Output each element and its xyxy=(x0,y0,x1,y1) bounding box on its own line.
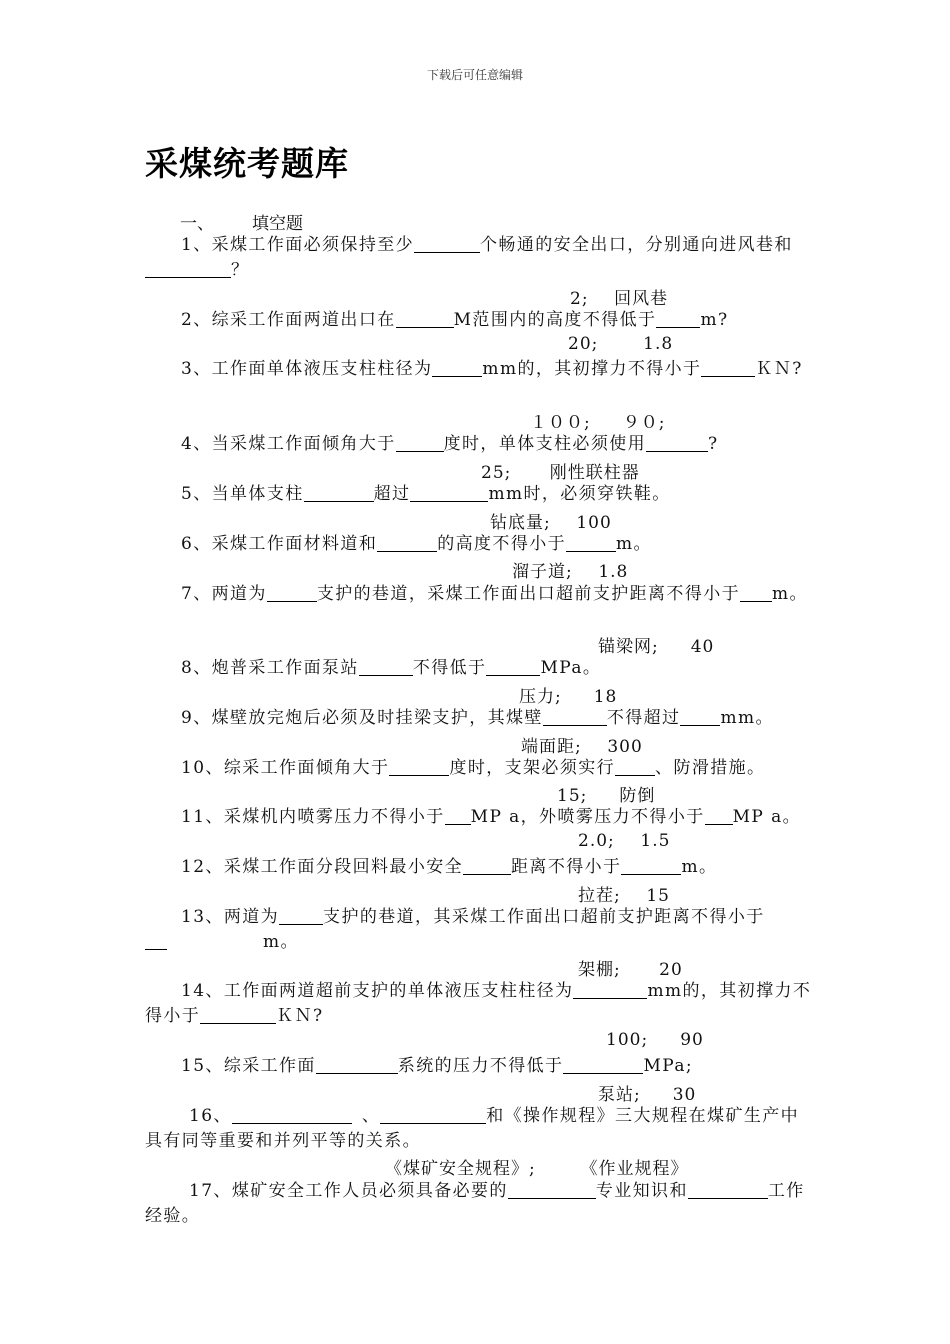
question-text: m。 xyxy=(616,534,652,554)
question-15 xyxy=(145,1054,815,1079)
answer-blank xyxy=(279,907,323,925)
question-text: 4、当采煤工作面倾角大于 xyxy=(181,434,396,454)
question-text: 12、采煤工作面分段回料最小安全 xyxy=(181,857,464,877)
answer-blank xyxy=(680,708,720,726)
question-text: MP a，外喷雾压力不得小于 xyxy=(470,807,705,827)
answer-6: 溜子道; 1.8 xyxy=(512,562,629,582)
answer-blank xyxy=(396,310,454,328)
answer-blank xyxy=(621,857,681,875)
answer-15: 泵站; 30 xyxy=(598,1085,697,1105)
question-text: 度时，单体支柱必须使用 xyxy=(443,434,647,454)
question-text: 和《操作规程》三大规程在煤矿生产中具有同等重要和并列平等的关系。 xyxy=(145,1106,800,1151)
answer-blank xyxy=(705,807,733,825)
answer-blank xyxy=(463,857,511,875)
question-text: ？ xyxy=(231,260,250,280)
question-text: ＫＮ? xyxy=(276,1006,324,1026)
answer-blank xyxy=(445,807,471,825)
answer-blank xyxy=(200,1006,276,1024)
question-14 xyxy=(145,979,815,1029)
answer-blank xyxy=(145,932,167,950)
answer-blank xyxy=(414,235,480,253)
answer-12: 拉茬; 15 xyxy=(578,886,670,906)
answer-blank xyxy=(304,484,374,502)
question-text: 支护的巷道，其采煤工作面出口超前支护距离不得小于 xyxy=(323,907,765,927)
question-1 xyxy=(145,233,815,283)
answer-5: 钻底量; 100 xyxy=(490,513,612,533)
question-text: 7、两道为 xyxy=(181,584,267,604)
question-text: 工作经验。 xyxy=(145,1181,805,1226)
question-text: 5、当单体支柱 xyxy=(181,484,304,504)
question-text: 10、综采工作面倾角大于 xyxy=(181,758,390,778)
question-text: 1、采煤工作面必须保持至少 xyxy=(181,235,415,255)
answer-10: 15; 防倒 xyxy=(557,786,656,806)
answer-2: 20; 1.8 xyxy=(568,334,674,354)
answer-blank xyxy=(380,1106,486,1124)
answer-blank xyxy=(396,434,444,452)
answer-9: 端面距; 300 xyxy=(521,737,643,757)
question-text: 专业知识和 xyxy=(595,1181,688,1201)
question-text: 6、采煤工作面材料道和 xyxy=(181,534,378,554)
question-13 xyxy=(145,905,815,955)
question-text: mm时，必须穿铁鞋。 xyxy=(488,484,671,504)
question-text: 的高度不得小于 xyxy=(437,534,567,554)
answer-7: 锚梁网; 40 xyxy=(598,637,715,657)
question-text: 距离不得小于 xyxy=(511,857,622,877)
answer-blank xyxy=(646,434,708,452)
question-text: M范围内的高度不得低于 xyxy=(453,310,657,330)
question-text: 9、煤壁放完炮后必须及时挂梁支护，其煤壁 xyxy=(181,708,543,728)
answer-14: 100; 90 xyxy=(606,1030,704,1050)
question-text: 2、综采工作面两道出口在 xyxy=(181,310,396,330)
question-text: MPa。 xyxy=(540,658,602,678)
answer-11: 2.0; 1.5 xyxy=(578,831,671,851)
answer-blank xyxy=(688,1181,768,1199)
question-text: 15、综采工作面 xyxy=(181,1056,316,1076)
question-text: MP a。 xyxy=(732,807,802,827)
question-text: 、防滑措施。 xyxy=(655,758,766,778)
answer-blank xyxy=(486,658,540,676)
question-4 xyxy=(145,432,815,457)
answer-4: 25; 刚性联柱器 xyxy=(481,463,640,483)
header-note: 下载后可任意编辑 xyxy=(426,68,523,82)
answer-blank xyxy=(573,981,647,999)
answer-blank xyxy=(543,708,607,726)
section-heading xyxy=(180,209,303,234)
question-text: 度时，支架必须实行 xyxy=(449,758,616,778)
question-text: 11、采煤机内喷雾压力不得小于 xyxy=(181,807,445,827)
question-10 xyxy=(145,756,815,781)
answer-blank xyxy=(232,1106,352,1124)
question-17 xyxy=(145,1179,815,1229)
answer-blank xyxy=(410,484,488,502)
answer-blank xyxy=(359,658,413,676)
answer-blank xyxy=(740,584,772,602)
question-text: 8、炮普采工作面泵站 xyxy=(181,658,359,678)
question-text: ＫＮ? xyxy=(755,359,803,379)
question-3 xyxy=(145,357,815,382)
answer-1: 2; 回风巷 xyxy=(570,289,669,309)
question-text: 13、两道为 xyxy=(181,907,280,927)
question-text: 不得低于 xyxy=(412,658,487,678)
question-text: 支护的巷道，采煤工作面出口超前支护距离不得小于 xyxy=(316,584,741,604)
answer-blank xyxy=(566,534,616,552)
question-text: m? xyxy=(700,310,729,330)
answer-blank xyxy=(701,359,755,377)
question-5 xyxy=(145,482,815,507)
page-title: 采煤统考题库 xyxy=(145,144,349,183)
question-11 xyxy=(145,805,815,830)
answer-3: １００; ９０; xyxy=(530,413,666,433)
question-text: m。 xyxy=(772,584,808,604)
question-text: mm的，其初撑力不得小于 xyxy=(482,359,702,379)
question-12 xyxy=(145,855,815,880)
question-text: MPa; xyxy=(643,1056,693,1076)
section-label: 填空题 xyxy=(252,214,303,234)
question-text: 14、工作面两道超前支护的单体液压支柱柱径为 xyxy=(181,981,574,1001)
question-text: 不得超过 xyxy=(606,708,681,728)
answer-blank xyxy=(432,359,482,377)
section-number: 一、 xyxy=(180,214,214,234)
answer-blank xyxy=(316,1056,398,1074)
answer-blank xyxy=(145,260,231,278)
answer-blank xyxy=(508,1181,596,1199)
question-2 xyxy=(145,308,815,333)
question-16 xyxy=(145,1104,815,1154)
question-text: ? xyxy=(708,434,719,454)
question-text: 超过 xyxy=(373,484,411,504)
answer-blank xyxy=(563,1056,643,1074)
question-text: m。 xyxy=(681,857,718,877)
question-text: 、 xyxy=(361,1106,381,1126)
answer-8: 压力; 18 xyxy=(519,687,618,707)
question-text: m。 xyxy=(263,932,299,952)
question-8 xyxy=(145,656,815,681)
answer-blank xyxy=(615,758,655,776)
question-9 xyxy=(145,706,815,731)
question-text: 3、工作面单体液压支柱柱径为 xyxy=(181,359,433,379)
answer-blank xyxy=(377,534,437,552)
question-text: 个畅通的安全出口，分别通向进风巷和 xyxy=(480,235,793,255)
question-text: mm的，其初撑力不得小于 xyxy=(145,981,812,1026)
answer-13: 架棚; 20 xyxy=(578,960,683,980)
question-text: 16、 xyxy=(189,1106,232,1126)
question-6 xyxy=(145,532,815,557)
question-text: mm。 xyxy=(720,708,774,728)
question-text: 17、煤矿安全工作人员必须具备必要的 xyxy=(189,1181,508,1201)
question-7 xyxy=(145,582,815,607)
answer-blank xyxy=(267,584,317,602)
answer-blank xyxy=(389,758,449,776)
question-text: 系统的压力不得低于 xyxy=(397,1056,564,1076)
answer-blank xyxy=(656,310,700,328)
answer-16: 《煤矿安全规程》; 《作业规程》 xyxy=(385,1159,689,1179)
